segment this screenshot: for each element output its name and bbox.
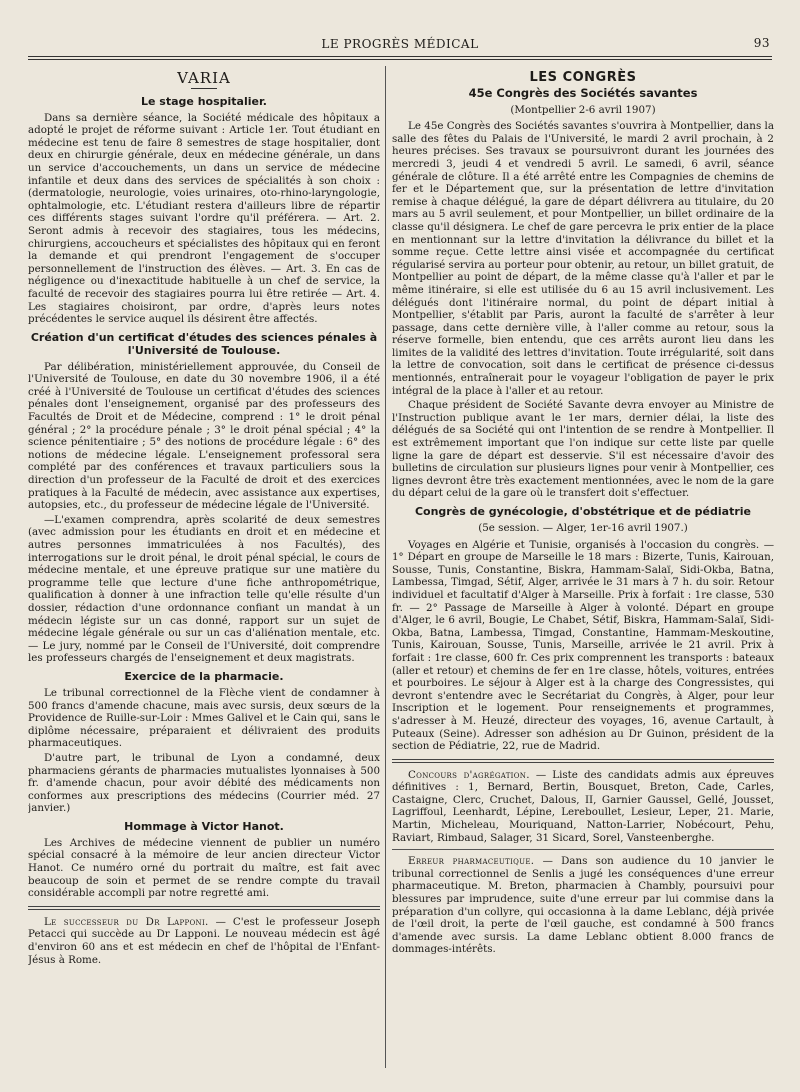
left-column	[28, 66, 380, 1074]
article-body-pharmacie-1: Le tribunal correctionnel de la Flèche vient de condamner à 500 francs d'amende chacune, mais avec sursis, deux sœurs de la Providence de Ruille-sur-Loir : Mmes Galivel et le Cain qui, sans le diplôme nécessaire, préparaient et délivraient des produits pharmaceutiques.	[28, 686, 380, 750]
article-body-certificat-2: —L'examen comprendra, après scolarité de deux semestres (avec admission pour les étudiants en droit et en médecine et autres personnes immatriculées à nos Facultés), des interrogations sur le droit pénal, le droit pénal spécial, le cours de médecine mentale, et une épreuve pratique sur une matière du programme telle que lecture d'une fiche anthropométrique, qualification à donner à une infraction telle qu'elle résulte d'un dossier, rédaction d'une ordonnance confiant un mandat à un médecin légiste sur un cas donné, rapport sur un sujet de médecine légale générale ou sur un cas d'aliénation mentale, etc. — Le jury, nommé par le Conseil de l'Université, doit comprendre les professeurs chargés de l'enseignement et deux magistrats.	[28, 513, 380, 665]
article-title-hanot: Hommage à Victor Hanot.	[124, 819, 284, 833]
notice-rule	[28, 906, 380, 910]
article-title-pharmacie: Exercice de la pharmacie.	[124, 669, 284, 683]
notice-lapponi-body: — C'est le professeur Joseph Petacci qui succède au Dr Lapponi. Le nouveau médecin est âgé d'environ 60 ans et est médecin en chef de l'hôpital de l'Enfant-Jésus à Rome.	[28, 915, 380, 966]
journal-title: LE PROGRÈS MÉDICAL	[321, 37, 479, 51]
article-title-stage: Le stage hospitalier.	[141, 94, 267, 108]
page-header	[28, 34, 772, 54]
notice-lapponi-lead: Le successeur du Dr Lapponi.	[44, 915, 209, 928]
notice-agregation-lead: Concours d'agrégation.	[408, 768, 530, 781]
column-separator	[385, 66, 386, 1068]
header-rule	[28, 56, 772, 60]
notices-rule	[392, 759, 774, 763]
notice-erreur-lead: Erreur pharmaceutique.	[408, 855, 535, 868]
page-number: 93	[753, 36, 770, 50]
notice-separator	[392, 849, 774, 850]
article-body-pharmacie-2: D'autre part, le tribunal de Lyon a condamné, deux pharmaciens gérants de pharmacies mutualistes lyonnaises à 500 fr. d'amende chacun, pour avoir débité des médicaments non conformes aux prescriptions des médecins (Courrier méd. 27 janvier.)	[28, 751, 380, 815]
article-body-gynecologie: Voyages en Algérie et Tunisie, organisés à l'occasion du congrès. — 1° Départ en groupe de Marseille le 18 mars : Bizerte, Tunis, Kairouan, Sousse, Tunis, Constantine, Biskra, Hammam-Salaï, Sidi-Okba, Batna, Lambessa, Timgad, Sétif, Alger, arrivée le 31 mars à 7 h. du soir. Retour individuel et facultatif d'Alger à Marseille. Prix à forfait : 1re classe, 530 fr. — 2° Passage de Marseille à Alger à volonté. Départ en groupe d'Alger, le 6 avril, Bougie, Le Chabet, Sétif, Biskra, Hammam-Salaï, Sidi-Okba, Batna, Lambessa, Timgad, Constantine, Hammam-Meskoutine, Tunis, Kairouan, Sousse, Tunis, Marseille, arrivée le 21 avril. Prix à forfait : 1re classe, 600 fr. Ces prix comprennent les transports : bateaux (aller et retour) et chemins de fer en 1re classe, hôtels, voitures, entrées et pourboires. Le séjour à Alger est à la charge des Congressistes, qui devront s'entendre avec le Secrétariat du Congrès, à Alger, pour leur Inscription et le logement. Pour renseignements et programmes, s'adresser à M. Heuzé, directeur des voyages, 16, avenue Cartault, à Puteaux (Seine). Adresser son adhésion au Dr Guinon, président de la section de Pédiatrie, 22, rue de Madrid.	[392, 538, 774, 753]
section-title-varia: VARIA	[177, 69, 231, 87]
article-subtitle-alger: (5e session. — Alger, 1er-16 avril 1907.)	[478, 522, 688, 534]
article-body-societes-1: Le 45e Congrès des Sociétés savantes s'ouvrira à Montpellier, dans la salle des fêtes du Palais de l'Université, le mardi 2 avril prochain, à 2 heures précises. Ses travaux se poursuivront durant les journées des mercredi 3, jeudi 4 et vendredi 5 avril. Le samedi, 6 avril, séance générale de clôture. Il a été arrêté entre les Compagnies de chemins de fer et le Département que, sur la présentation de lettre d'invitation remise à chaque délégué, la gare de départ délivrera au titulaire, du 20 mars au 5 avril seulement, et pour Montpellier, un billet ordinaire de la classe qu'il désignera. Le chef de gare percevra le prix entier de la place en mentionnant sur la lettre d'invitation la délivrance du billet et la somme reçue. Cette lettre ainsi visée et accompagnée du certificat régularisé servira au porteur pour obtenir, au retour, un billet gratuit, de Montpellier au point de départ, de la même classe qu'à l'aller et par le même itinéraire, si elle est utilisée du 6 au 15 avril inclusivement. Les délégués dont l'itinéraire normal, du point de départ initial à Montpellier, s'établit par Paris, auront la faculté de s'arrêter à leur passage, dans cette dernière ville, à l'aller comme au retour, sous la réserve formelle, bien entendu, que ces arrêts auront lieu dans les limites de la validité des lettres d'invitation. Toute irrégularité, soit dans la lettre de convocation, soit dans le certificat de présence ci-dessus mentionnés, entraînerait pour le voyageur l'obligation de payer le prix intégral de la place à l'aller et au retour.	[392, 120, 774, 397]
article-body-hanot: Les Archives de médecine viennent de publier un numéro spécial consacré à la mémoire de leur ancien directeur Victor Hanot. Ce numéro orné du portrait du maître, est fait avec beaucoup de soin et permet de se rendre compte du travail considérable accompli par notre regretté ami.	[28, 836, 380, 900]
notice-erreur	[392, 855, 774, 956]
notice-agregation-body: — Liste des candidats admis aux épreuves définitives : 1, Bernard, Bertin, Bousquet, Breton, Cade, Carles, Castaigne, Clerc, Cruchet, Dalous, II, Garnier Gaussel, Gellé, Jousset, Lagriffoul, Leenhardt, Lépine, Lereboullet, Lesieur, Leper, 21. Marie, Martin, Micheleau, Mouriquand, Natton-Larrier, Nobécourt, Pehu, Raviart, Rimbaud, Salager, 31 Sicard, Sorel, Vansteenberghe.	[392, 768, 774, 844]
title-dash	[191, 88, 217, 89]
section-title-congres: LES CONGRÈS	[529, 70, 637, 85]
article-title-societes-savantes: 45e Congrès des Sociétés savantes	[468, 85, 698, 100]
notice-agregation	[392, 769, 774, 845]
article-subtitle-montpellier: (Montpellier 2-6 avril 1907)	[510, 103, 656, 116]
article-body-certificat-1: Par délibération, ministériellement approuvée, du Conseil de l'Université de Toulouse, en date du 30 novembre 1906, il a été créé à l'Université de Toulouse un certificat d'études des sciences pénales dont l'enseignement, organisé par des professeurs des Facultés de Droit et de Médecine, comprend : 1° le droit pénal général ; 2° la procédure pénale ; 3° le droit pénal spécial ; 4° la science pénitentiaire ; 5° des notions de procédure légale : 6° des notions de médecine légale. L'enseignement professoral sera complété par des conférences et travaux particuliers sous la direction d'un professeur de la Faculté de droit et des exercices pratiques à la Faculté de médecin, avec assistance aux expertises, autopsies, etc., du professeur de médecine légale de l'Université.	[28, 360, 380, 512]
article-body-societes-2: Chaque président de Société Savante devra envoyer au Ministre de l'Instruction publique avant le 1er mars, dernier délai, la liste des délégués de sa Société qui ont l'intention de se rendre à Montpellier. Il est extrêmement important que l'on indique sur cette liste par quelle ligne la gare de départ est desservie. S'il est nécessaire d'avoir des bulletins de circulation sur plusieurs lignes pour venir à Montpellier, ces lignes devront être très exactement mentionnées, avec le nom de la gare du départ celui de la gare où le transfert doit s'effectuer.	[392, 399, 774, 500]
notice-erreur-body: — Dans son audience du 10 janvier le tribunal correctionnel de Senlis a jugé les conséquences d'une erreur pharmaceutique. M. Breton, pharmacien à Chambly, poursuivi pour blessures par imprudence, suite d'une erreur par lui commise dans la préparation d'un collyre, qui occasionna à la dame Leblanc, déjà privée de l'œil droit, la perte de l'œil gauche, est condamné à 500 francs d'amende avec sursis. La dame Leblanc obtient 8.000 francs de dommages-intérêts.	[392, 855, 774, 956]
article-title-gynecologie: Congrès de gynécologie, d'obstétrique et de pédiatrie	[414, 505, 752, 518]
right-column	[392, 66, 774, 1074]
article-body-stage: Dans sa dernière séance, la Société médicale des hôpitaux a adopté le projet de réforme suivant : Article 1er. Tout étudiant en médecine est tenu de faire 8 semestres de stage hospitalier, dont deux en chirurgie générale, deux en médecine générale, un dans un service d'accouchements, un dans un service de médecine infantile et deux dans des services de spécialités à son choix : (dermatologie, neurologie, voies urinaires, oto-rhino-laryngologie, ophtalmologie, etc. L'étudiant restera d'ailleurs libre de répartir ces différents stages suivant l'ordre qu'il préférera. — Art. 2. Seront admis à recevoir des stagiaires, tous les médecins, chirurgiens, accoucheurs et spécialistes des hôpitaux qui en feront la demande et qui prendront l'engagement de s'occuper personnellement de l'instruction des élèves. — Art. 3. En cas de négligence ou d'inexactitude habituelle à un chef de service, la faculté de recevoir des stagiaires pourra lui être retirée — Art. 4. Les stagiaires choisiront, par ordre, d'après leurs notes précédentes le service auquel ils désirent être affectés.	[28, 111, 380, 326]
notice-lapponi	[28, 916, 380, 966]
article-title-certificat: Création d'un certificat d'études des sciences pénales à l'Université de Toulouse.	[30, 330, 378, 357]
